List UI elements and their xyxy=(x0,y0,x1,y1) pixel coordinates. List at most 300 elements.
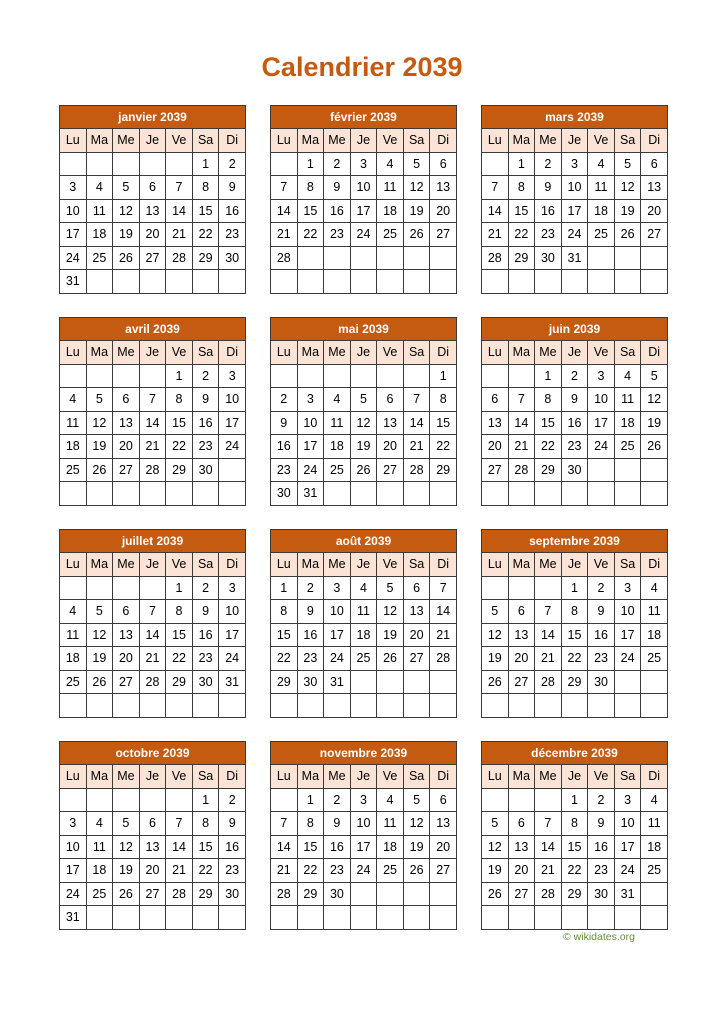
day-cell: 20 xyxy=(113,435,140,459)
day-cell xyxy=(350,270,377,294)
day-cell xyxy=(139,152,166,176)
day-cell xyxy=(139,906,166,930)
day-cell: 19 xyxy=(403,199,430,223)
day-cell: 5 xyxy=(641,364,668,388)
day-cell: 2 xyxy=(219,788,246,812)
day-cell: 14 xyxy=(482,199,509,223)
day-cell: 15 xyxy=(166,623,193,647)
day-cell: 16 xyxy=(324,835,351,859)
day-cell xyxy=(271,788,298,812)
weekday-label: Sa xyxy=(614,341,641,365)
day-cell: 28 xyxy=(139,458,166,482)
day-cell xyxy=(430,482,457,506)
day-cell: 11 xyxy=(86,199,113,223)
day-cell: 29 xyxy=(535,458,562,482)
day-cell xyxy=(614,694,641,718)
month-calendar xyxy=(481,741,668,930)
weekday-label: Di xyxy=(219,553,246,577)
day-cell: 31 xyxy=(60,270,87,294)
day-cell xyxy=(297,694,324,718)
day-cell: 7 xyxy=(430,576,457,600)
day-cell: 19 xyxy=(641,411,668,435)
day-cell: 22 xyxy=(508,223,535,247)
day-cell xyxy=(86,364,113,388)
day-cell: 18 xyxy=(588,199,615,223)
day-cell: 20 xyxy=(113,647,140,671)
day-cell: 13 xyxy=(430,176,457,200)
day-cell: 17 xyxy=(350,199,377,223)
day-cell: 30 xyxy=(192,458,219,482)
day-cell: 29 xyxy=(297,882,324,906)
day-cell: 14 xyxy=(166,199,193,223)
day-cell: 27 xyxy=(139,246,166,270)
week-row xyxy=(482,388,668,412)
day-cell: 28 xyxy=(535,670,562,694)
day-cell: 23 xyxy=(297,647,324,671)
day-cell: 22 xyxy=(192,859,219,883)
day-cell: 11 xyxy=(60,623,87,647)
day-cell: 15 xyxy=(561,623,588,647)
day-cell: 9 xyxy=(561,388,588,412)
day-cell: 31 xyxy=(561,246,588,270)
day-cell: 1 xyxy=(166,364,193,388)
weekday-label: Sa xyxy=(403,129,430,153)
day-cell: 25 xyxy=(614,435,641,459)
day-cell: 7 xyxy=(166,176,193,200)
day-cell: 8 xyxy=(271,600,298,624)
week-row xyxy=(271,270,457,294)
weekday-label: Sa xyxy=(614,129,641,153)
day-cell: 17 xyxy=(219,411,246,435)
day-cell: 14 xyxy=(271,835,298,859)
day-cell: 14 xyxy=(403,411,430,435)
week-row xyxy=(271,223,457,247)
day-cell: 4 xyxy=(86,176,113,200)
day-cell xyxy=(139,694,166,718)
day-cell xyxy=(561,694,588,718)
day-cell: 15 xyxy=(271,623,298,647)
week-row xyxy=(60,223,246,247)
month-calendar xyxy=(59,741,246,930)
day-cell xyxy=(86,270,113,294)
day-cell: 10 xyxy=(350,812,377,836)
day-cell: 3 xyxy=(297,388,324,412)
day-cell: 19 xyxy=(377,623,404,647)
day-cell: 13 xyxy=(430,812,457,836)
day-cell xyxy=(614,670,641,694)
day-cell: 9 xyxy=(535,176,562,200)
day-cell: 1 xyxy=(271,576,298,600)
day-cell: 14 xyxy=(271,199,298,223)
day-cell xyxy=(641,482,668,506)
day-cell: 14 xyxy=(166,835,193,859)
month-title: février 2039 xyxy=(271,106,457,129)
weekday-label: Me xyxy=(324,765,351,789)
weekday-label: Lu xyxy=(482,553,509,577)
day-cell: 6 xyxy=(113,388,140,412)
day-cell: 29 xyxy=(192,246,219,270)
day-cell: 8 xyxy=(166,388,193,412)
day-cell: 26 xyxy=(482,882,509,906)
day-cell: 17 xyxy=(588,411,615,435)
week-row xyxy=(482,694,668,718)
day-cell: 24 xyxy=(561,223,588,247)
month-title: mai 2039 xyxy=(271,318,457,341)
day-cell: 24 xyxy=(350,223,377,247)
day-cell: 25 xyxy=(641,859,668,883)
day-cell xyxy=(350,882,377,906)
day-cell: 9 xyxy=(192,600,219,624)
day-cell: 22 xyxy=(166,647,193,671)
weekday-label: Ma xyxy=(86,553,113,577)
day-cell xyxy=(403,906,430,930)
day-cell: 16 xyxy=(192,411,219,435)
day-cell: 30 xyxy=(219,246,246,270)
day-cell: 8 xyxy=(166,600,193,624)
day-cell: 3 xyxy=(614,576,641,600)
day-cell: 15 xyxy=(297,199,324,223)
week-row xyxy=(60,882,246,906)
day-cell xyxy=(482,482,509,506)
day-cell xyxy=(60,788,87,812)
day-cell: 22 xyxy=(297,859,324,883)
day-cell: 31 xyxy=(324,670,351,694)
day-cell: 29 xyxy=(192,882,219,906)
day-cell: 30 xyxy=(561,458,588,482)
day-cell xyxy=(482,270,509,294)
day-cell xyxy=(139,576,166,600)
day-cell xyxy=(614,482,641,506)
day-cell xyxy=(219,482,246,506)
day-cell: 28 xyxy=(430,647,457,671)
weekday-label: Sa xyxy=(614,765,641,789)
day-cell xyxy=(297,246,324,270)
day-cell: 18 xyxy=(60,647,87,671)
day-cell: 19 xyxy=(482,859,509,883)
day-cell xyxy=(113,152,140,176)
day-cell: 23 xyxy=(219,859,246,883)
month-title: octobre 2039 xyxy=(60,742,246,765)
day-cell: 10 xyxy=(614,812,641,836)
day-cell: 26 xyxy=(641,435,668,459)
week-row xyxy=(60,812,246,836)
day-cell xyxy=(324,246,351,270)
weekday-label: Je xyxy=(561,129,588,153)
weekday-label: Ma xyxy=(297,129,324,153)
month-calendar xyxy=(59,105,246,294)
day-cell: 7 xyxy=(403,388,430,412)
day-cell: 3 xyxy=(614,788,641,812)
day-cell xyxy=(166,788,193,812)
day-cell: 3 xyxy=(60,812,87,836)
day-cell: 12 xyxy=(350,411,377,435)
day-cell: 28 xyxy=(166,246,193,270)
day-cell: 16 xyxy=(561,411,588,435)
day-cell xyxy=(166,152,193,176)
day-cell xyxy=(403,246,430,270)
day-cell: 21 xyxy=(482,223,509,247)
day-cell: 10 xyxy=(614,600,641,624)
day-cell: 22 xyxy=(166,435,193,459)
day-cell: 13 xyxy=(403,600,430,624)
day-cell: 16 xyxy=(535,199,562,223)
week-row xyxy=(60,647,246,671)
day-cell: 30 xyxy=(297,670,324,694)
week-row xyxy=(271,458,457,482)
month-title: décembre 2039 xyxy=(482,742,668,765)
weekday-label: Je xyxy=(139,341,166,365)
day-cell: 4 xyxy=(60,388,87,412)
weekday-label: Di xyxy=(430,553,457,577)
day-cell: 2 xyxy=(561,364,588,388)
month-calendar xyxy=(481,529,668,718)
weekday-label: Me xyxy=(113,341,140,365)
week-row xyxy=(60,176,246,200)
week-row xyxy=(60,388,246,412)
week-row xyxy=(60,152,246,176)
day-cell: 3 xyxy=(350,152,377,176)
day-cell: 5 xyxy=(113,812,140,836)
day-cell xyxy=(641,882,668,906)
day-cell: 30 xyxy=(535,246,562,270)
day-cell: 10 xyxy=(60,199,87,223)
day-cell: 1 xyxy=(192,152,219,176)
day-cell: 13 xyxy=(113,411,140,435)
day-cell xyxy=(350,482,377,506)
day-cell: 20 xyxy=(641,199,668,223)
day-cell: 4 xyxy=(377,152,404,176)
weekday-label: Sa xyxy=(403,765,430,789)
day-cell xyxy=(482,576,509,600)
day-cell: 7 xyxy=(139,388,166,412)
day-cell: 4 xyxy=(350,576,377,600)
day-cell xyxy=(430,270,457,294)
day-cell: 6 xyxy=(482,388,509,412)
weekday-label: Ma xyxy=(86,765,113,789)
day-cell xyxy=(350,694,377,718)
week-row xyxy=(271,411,457,435)
weekday-label: Di xyxy=(641,129,668,153)
day-cell: 17 xyxy=(60,223,87,247)
day-cell: 16 xyxy=(219,199,246,223)
day-cell: 11 xyxy=(641,812,668,836)
day-cell: 25 xyxy=(86,246,113,270)
day-cell xyxy=(324,364,351,388)
day-cell: 24 xyxy=(219,435,246,459)
day-cell: 6 xyxy=(508,600,535,624)
week-row xyxy=(482,270,668,294)
day-cell xyxy=(350,670,377,694)
month-title: août 2039 xyxy=(271,530,457,553)
day-cell: 19 xyxy=(482,647,509,671)
day-cell: 11 xyxy=(641,600,668,624)
day-cell xyxy=(192,270,219,294)
day-cell: 25 xyxy=(588,223,615,247)
day-cell xyxy=(614,246,641,270)
day-cell xyxy=(508,270,535,294)
day-cell: 11 xyxy=(377,176,404,200)
week-row xyxy=(271,435,457,459)
day-cell: 8 xyxy=(508,176,535,200)
day-cell xyxy=(535,482,562,506)
day-cell xyxy=(377,364,404,388)
day-cell: 4 xyxy=(86,812,113,836)
weekday-label: Je xyxy=(139,765,166,789)
week-row xyxy=(482,199,668,223)
day-cell xyxy=(166,906,193,930)
week-row xyxy=(60,600,246,624)
weekday-label: Lu xyxy=(271,553,298,577)
day-cell: 10 xyxy=(350,176,377,200)
day-cell xyxy=(482,906,509,930)
day-cell: 3 xyxy=(588,364,615,388)
day-cell: 1 xyxy=(561,788,588,812)
day-cell xyxy=(350,906,377,930)
weekday-label: Lu xyxy=(482,341,509,365)
weekday-label: Ve xyxy=(377,765,404,789)
weekday-label: Ve xyxy=(166,129,193,153)
day-cell: 28 xyxy=(403,458,430,482)
day-cell: 26 xyxy=(86,670,113,694)
day-cell: 28 xyxy=(508,458,535,482)
day-cell: 5 xyxy=(482,812,509,836)
day-cell: 28 xyxy=(139,670,166,694)
week-row xyxy=(60,411,246,435)
weekday-label: Ve xyxy=(588,765,615,789)
month-calendar xyxy=(481,105,668,294)
day-cell: 5 xyxy=(350,388,377,412)
week-row xyxy=(482,576,668,600)
day-cell: 11 xyxy=(377,812,404,836)
week-row xyxy=(482,176,668,200)
day-cell xyxy=(508,694,535,718)
day-cell: 6 xyxy=(430,788,457,812)
weekday-label: Lu xyxy=(60,553,87,577)
weekday-label: Di xyxy=(219,765,246,789)
weekday-label: Me xyxy=(113,129,140,153)
week-row xyxy=(482,906,668,930)
day-cell xyxy=(430,694,457,718)
day-cell xyxy=(561,270,588,294)
weekday-label: Je xyxy=(139,553,166,577)
day-cell: 8 xyxy=(297,176,324,200)
week-row xyxy=(271,623,457,647)
day-cell xyxy=(641,246,668,270)
week-row xyxy=(271,482,457,506)
day-cell: 2 xyxy=(588,788,615,812)
day-cell xyxy=(430,246,457,270)
day-cell: 21 xyxy=(430,623,457,647)
day-cell: 12 xyxy=(113,199,140,223)
day-cell: 12 xyxy=(482,835,509,859)
week-row xyxy=(60,835,246,859)
weekday-label: Lu xyxy=(60,129,87,153)
week-row xyxy=(271,788,457,812)
day-cell: 15 xyxy=(192,835,219,859)
day-cell: 13 xyxy=(139,199,166,223)
day-cell: 12 xyxy=(403,176,430,200)
day-cell: 5 xyxy=(113,176,140,200)
day-cell: 9 xyxy=(219,812,246,836)
day-cell: 15 xyxy=(297,835,324,859)
weekday-label: Ve xyxy=(588,129,615,153)
month-title: janvier 2039 xyxy=(60,106,246,129)
day-cell: 24 xyxy=(588,435,615,459)
weekday-label: Di xyxy=(430,765,457,789)
day-cell: 20 xyxy=(430,835,457,859)
week-row xyxy=(482,223,668,247)
day-cell xyxy=(588,482,615,506)
day-cell: 28 xyxy=(271,246,298,270)
day-cell: 23 xyxy=(271,458,298,482)
day-cell: 2 xyxy=(192,576,219,600)
weekday-label: Di xyxy=(219,341,246,365)
day-cell xyxy=(377,270,404,294)
week-row xyxy=(482,600,668,624)
month-calendar xyxy=(270,529,457,718)
day-cell: 22 xyxy=(297,223,324,247)
weekday-label: Lu xyxy=(271,341,298,365)
day-cell: 2 xyxy=(535,152,562,176)
day-cell: 25 xyxy=(377,859,404,883)
day-cell: 11 xyxy=(614,388,641,412)
day-cell: 27 xyxy=(377,458,404,482)
day-cell: 27 xyxy=(482,458,509,482)
day-cell: 30 xyxy=(271,482,298,506)
day-cell: 20 xyxy=(508,859,535,883)
day-cell: 30 xyxy=(192,670,219,694)
day-cell: 2 xyxy=(271,388,298,412)
day-cell xyxy=(508,364,535,388)
day-cell xyxy=(60,576,87,600)
day-cell: 27 xyxy=(508,882,535,906)
week-row xyxy=(60,435,246,459)
week-row xyxy=(60,246,246,270)
day-cell xyxy=(403,694,430,718)
day-cell: 6 xyxy=(430,152,457,176)
day-cell: 25 xyxy=(350,647,377,671)
weekday-label: Sa xyxy=(403,553,430,577)
day-cell: 15 xyxy=(192,199,219,223)
day-cell: 22 xyxy=(535,435,562,459)
day-cell: 30 xyxy=(588,670,615,694)
day-cell xyxy=(508,788,535,812)
day-cell: 6 xyxy=(377,388,404,412)
week-row xyxy=(482,670,668,694)
day-cell: 16 xyxy=(271,435,298,459)
week-row xyxy=(482,458,668,482)
week-row xyxy=(60,859,246,883)
weekday-label: Me xyxy=(324,129,351,153)
day-cell: 8 xyxy=(561,600,588,624)
day-cell xyxy=(350,364,377,388)
day-cell: 24 xyxy=(60,246,87,270)
day-cell: 11 xyxy=(60,411,87,435)
day-cell xyxy=(535,788,562,812)
day-cell xyxy=(508,576,535,600)
day-cell: 30 xyxy=(324,882,351,906)
day-cell xyxy=(324,482,351,506)
day-cell: 21 xyxy=(271,859,298,883)
day-cell: 24 xyxy=(614,647,641,671)
day-cell xyxy=(192,906,219,930)
day-cell xyxy=(641,270,668,294)
day-cell: 21 xyxy=(166,859,193,883)
day-cell xyxy=(139,482,166,506)
week-row xyxy=(271,906,457,930)
week-row xyxy=(271,176,457,200)
day-cell: 19 xyxy=(403,835,430,859)
